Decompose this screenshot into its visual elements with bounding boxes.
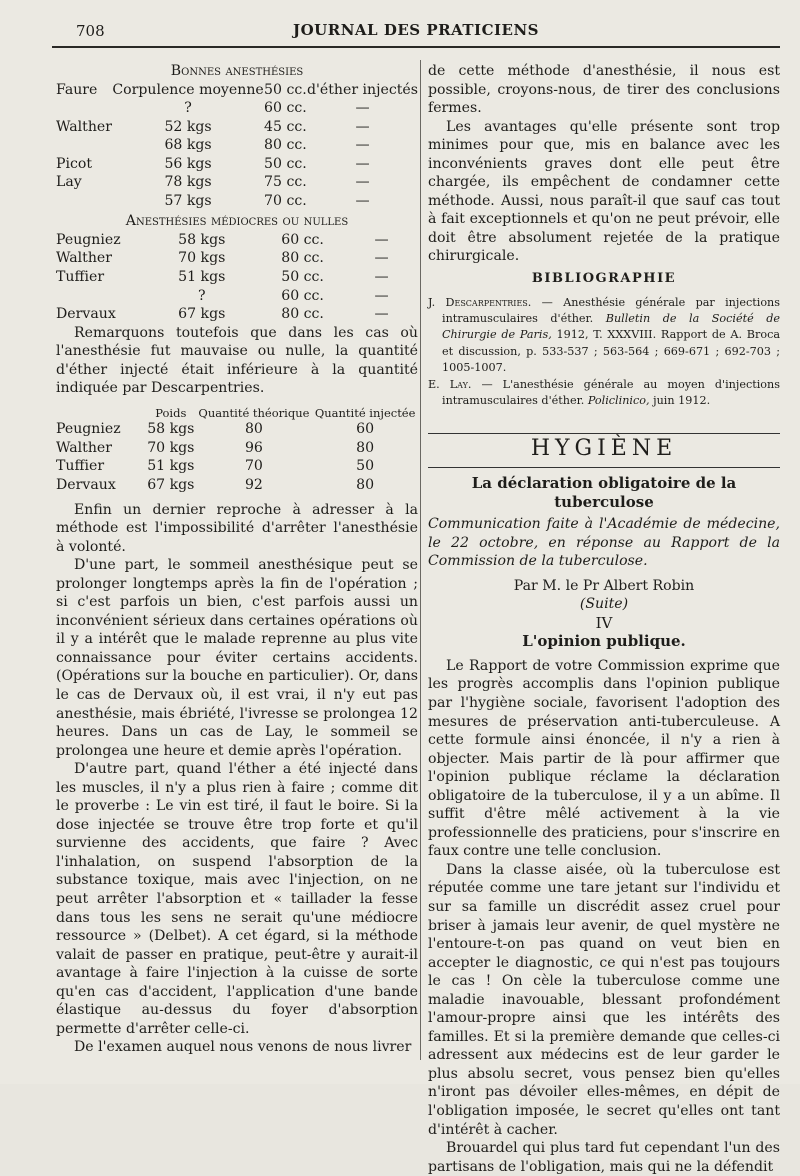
table-cell: 51 kgs (178, 269, 226, 286)
table-cell: Peugniez (56, 421, 121, 438)
bibliography-heading: BIBLIOGRAPHIE (531, 271, 677, 287)
table-cell: — (374, 231, 389, 248)
paragraph-rapport: Le Rapport de votre Commission exprime que les progrès accomplis dans l'opinion publique par l'hygiène sociale, favorisent l'adoption des mesures de préservation anti-tuberculeuse. A cette formule ainsi énoncée, il n'y a rien à objecter. Mais partir de là pour affirmer que l'opinion publique réclame la déclaration obligatoire de la tuberculose, il y a un abîme. Il suffit d'être mêlé activement à la vie professionnelle des praticiens, pour s'inscrire en faux contre une telle conclusion. (428, 657, 780, 860)
table-cell: Dervaux (56, 476, 116, 493)
table-cell: 50 cc. (264, 155, 307, 172)
table-cell: 51 kgs (147, 458, 195, 475)
bibliography-entry (428, 295, 780, 377)
poor-anesthesia-heading: Anesthésies médiocres ou nulles (125, 213, 349, 230)
table-row (56, 305, 418, 324)
page-number: 708 (76, 22, 105, 40)
table-cell: — (374, 269, 389, 286)
bib-journal: Bulletin de la Société de Chirurgie de Paris, (442, 311, 780, 342)
table-cell: 80 (356, 476, 375, 493)
paragraph-dautre-part: D'autre part, quand l'éther a été injecté dans les muscles, il n'y a plus rien à faire ; comme dit le proverbe : Le vin est tiré, il faut le boire. Si la dose injectée se trouve être trop forte et qu'il survienne des accidents, que faire ? Avec l'inhalation, on suspend l'absorption de la substance toxique, mais avec l'injection, on ne peut arrêter l'absorption et « taillader la fesse dans tous les sens ne serait qu'une médiocre ressource » (Delbet). A cet égard, si la méthode valait de passer en pratique, peut-être y aurait-il avantage à faire l'injection à la cuisse de sorte qu'en cas d'accident, l'application d'une bande élastique au-dessus du foyer d'absorption permette d'arrêter celle-ci. (56, 761, 418, 1037)
table-cell: 58 kgs (178, 231, 226, 248)
table-cell: — (355, 192, 370, 209)
table-row (56, 118, 418, 137)
table-cell: 57 kgs (164, 192, 212, 209)
table-cell: 80 cc. (281, 306, 324, 323)
table-cell: Corpulence moyenne (112, 81, 264, 98)
table-cell: 50 cc. (281, 269, 324, 286)
table-row (56, 192, 418, 211)
bib-rest: juin 1912. (649, 394, 711, 407)
table-row (56, 439, 418, 458)
section-title: HYGIÈNE (530, 436, 678, 462)
table-cell: Tuffier (56, 458, 105, 475)
table-cell: — (355, 174, 370, 191)
table-cell: — (355, 100, 370, 117)
column-header: Quantité injectée (314, 406, 416, 421)
table-cell: 50 (356, 458, 375, 475)
bib-journal: Policlinico, (587, 394, 650, 407)
table-cell: — (374, 287, 389, 304)
table-row (56, 99, 418, 118)
bib-text: — L'anesthésie générale au moyen d'injections intramusculaires d'éther. (442, 377, 780, 407)
table-row (56, 457, 418, 476)
table-cell: 52 kgs (164, 118, 212, 135)
bibliography-entry (428, 377, 780, 410)
table-row (56, 155, 418, 174)
table-cell: 60 cc. (281, 287, 324, 304)
article-subtitle: Communication faite à l'Académie de médecine, le 22 octobre, en réponse au Rapport de la Commission de la tuberculose. (428, 516, 780, 570)
table-cell: 67 kgs (147, 476, 195, 493)
bibliography (428, 295, 780, 410)
table-row (56, 136, 418, 155)
table-cell: 70 (244, 458, 263, 475)
table-cell: Walther (56, 439, 112, 456)
table-cell: — (355, 155, 370, 172)
table-cell: Walther (56, 250, 112, 267)
table-cell: 58 kgs (147, 421, 195, 438)
table-cell: Picot (56, 155, 93, 172)
bib-author: J. Descarpentries. (428, 295, 532, 309)
table-cell: 92 (244, 476, 263, 493)
table-cell: 96 (244, 439, 263, 456)
paragraph-remarquons: Remarquons toutefois que dans les cas où l'anesthésie fut mauvaise ou nulle, la quantité d'éther injecté était inférieure à la quantité indiquée par Descarpentries. (56, 324, 418, 397)
table-row (56, 231, 418, 250)
table-row (56, 173, 418, 192)
column-header (56, 402, 146, 421)
table-cell: 70 kgs (178, 250, 226, 267)
bib-text: — Anesthésie générale par injections intramusculaires d'éther. (442, 295, 780, 325)
good-anesthesia-table (56, 81, 418, 211)
page-header (56, 18, 776, 44)
table-row (56, 249, 418, 268)
right-column (428, 62, 780, 1176)
journal-title: JOURNAL DES PRATICIENS (293, 21, 539, 39)
section-banner (428, 433, 780, 468)
table-cell: 70 cc. (264, 192, 307, 209)
header-rule (52, 46, 780, 48)
table-cell: — (374, 306, 389, 323)
table-cell: 60 (356, 421, 375, 438)
table-cell: Peugniez (56, 231, 121, 248)
table-row (56, 476, 418, 495)
left-column (56, 62, 418, 1057)
table-cell: Walther (56, 118, 112, 135)
good-anesthesia-heading: Bonnes anesthésies (170, 63, 304, 79)
table-cell: 60 cc. (264, 100, 307, 117)
table-row (56, 420, 418, 439)
table-cell: Dervaux (56, 306, 116, 323)
bib-rest: 1912, T. XXXVIII. Rapport de A. Broca et discussion, p. 533-537 ; 563-564 ; 669-671 ; 692-703 ; 1005-1007. (442, 328, 780, 375)
paragraph-brouardel: Brouardel qui plus tard fut cependant l'un des partisans de l'obligation, mais qui ne la défendit (428, 1140, 780, 1175)
chapter-title: L'opinion publique. (522, 632, 686, 651)
paragraph-examen: De l'examen auquel nous venons de nous livrer (74, 1039, 412, 1056)
table-cell: 80 cc. (281, 250, 324, 267)
table-cell (56, 287, 143, 306)
paragraph-continuation: de cette méthode d'anesthésie, il nous est possible, croyons-nous, de tirer des conclusions fermes. (428, 63, 780, 117)
article-title: La déclaration obligatoire de la tuberculose (471, 473, 737, 511)
table-cell: Lay (56, 174, 82, 191)
table-cell: 67 kgs (178, 306, 226, 323)
table-cell: 60 cc. (281, 231, 324, 248)
chapter-number: IV (595, 613, 613, 632)
table-cell: d'éther injectés (307, 81, 418, 98)
table-cell: Faure (56, 81, 98, 98)
paragraph-dune-part: D'une part, le sommeil anesthésique peut se prolonger longtemps après la fin de l'opération ; si c'est parfois un bien, c'est parfois aussi un inconvénient sérieux dans certaines opérations où il y a intérêt que le malade reprenne au plus vite connaissance pour éviter certains accidents. (Opérations sur la bouche en particulier). Or, dans le cas de Dervaux où, il est vrai, il n'y eut pas anesthésie, mais ébriété, l'ivresse se prolongea 12 heures. Dans un cas de Lay, le sommeil se prolongea une heure et demie après l'opération. (56, 557, 418, 759)
table-row (56, 81, 418, 100)
table-cell: 45 cc. (264, 118, 307, 135)
article-byline: Par M. le Pr Albert Robin (513, 577, 695, 594)
suite-label: (Suite) (579, 596, 629, 613)
column-divider (420, 60, 421, 1060)
table-cell: 56 kgs (164, 155, 212, 172)
table-cell: — (355, 118, 370, 135)
bib-author: E. Lay. (428, 377, 472, 391)
table-cell: — (374, 250, 389, 267)
comparison-table (56, 402, 418, 495)
table-cell (56, 136, 112, 155)
table-cell (56, 99, 112, 118)
table-cell: 75 cc. (264, 174, 307, 191)
table-cell: ? (197, 287, 206, 304)
table-cell: — (355, 137, 370, 154)
table-cell: 68 kgs (164, 137, 212, 154)
table-cell: Tuffier (56, 269, 105, 286)
table-cell: 80 cc. (264, 137, 307, 154)
table-cell: 78 kgs (164, 174, 212, 191)
paragraph-enfin: Enfin un dernier reproche à adresser à la méthode est l'impossibilité d'arrêter l'anesthésie à volonté. (56, 501, 418, 555)
table-cell: 50 cc. (264, 81, 307, 98)
table-cell: 80 (356, 439, 375, 456)
table-cell (56, 192, 112, 211)
table-cell: ? (184, 100, 192, 117)
paragraph-classe-aisee: Dans la classe aisée, où la tuberculose est réputée comme une tare jetant sur l'individu et sur sa famille un discrédit assez cruel pour briser à jamais leur avenir, de quel mystère ne l'entoure-t-on pas quand on veut bien en accepter le diagnostic, ce qui n'est pas toujours le cas ! On cèle la tuberculose comme une maladie inavouable, blessant profondément l'amour-propre ainsi que les intérêts des familles. Et si la première demande que celles-ci adressent aux médecins est de leur garder le plus absolu secret, vous pensez bien qu'elles n'iront pas dévoiler elles-mêmes, en dépit de l'obligation imposée, le secret qu'elles ont tant d'intérêt à cacher. (428, 861, 780, 1138)
paragraph-avantages: Les avantages qu'elle présente sont trop minimes pour que, mis en balance avec les inconvénients graves dont elle peut être chargée, ils empêchent de condamner cette méthode. Aussi, nous paraît-il que sauf cas tout à fait exceptionnels et qu'on ne peut prévoir, elle doit être absolument rejetée de la pratique chirurgicale. (428, 118, 780, 265)
table-row (56, 268, 418, 287)
table-cell: 80 (244, 421, 263, 438)
table-row (56, 287, 418, 306)
poor-anesthesia-table (56, 231, 418, 324)
table-cell: 70 kgs (147, 439, 195, 456)
column-header: Poids (155, 406, 187, 421)
column-header: Quantité théorique (198, 406, 310, 421)
